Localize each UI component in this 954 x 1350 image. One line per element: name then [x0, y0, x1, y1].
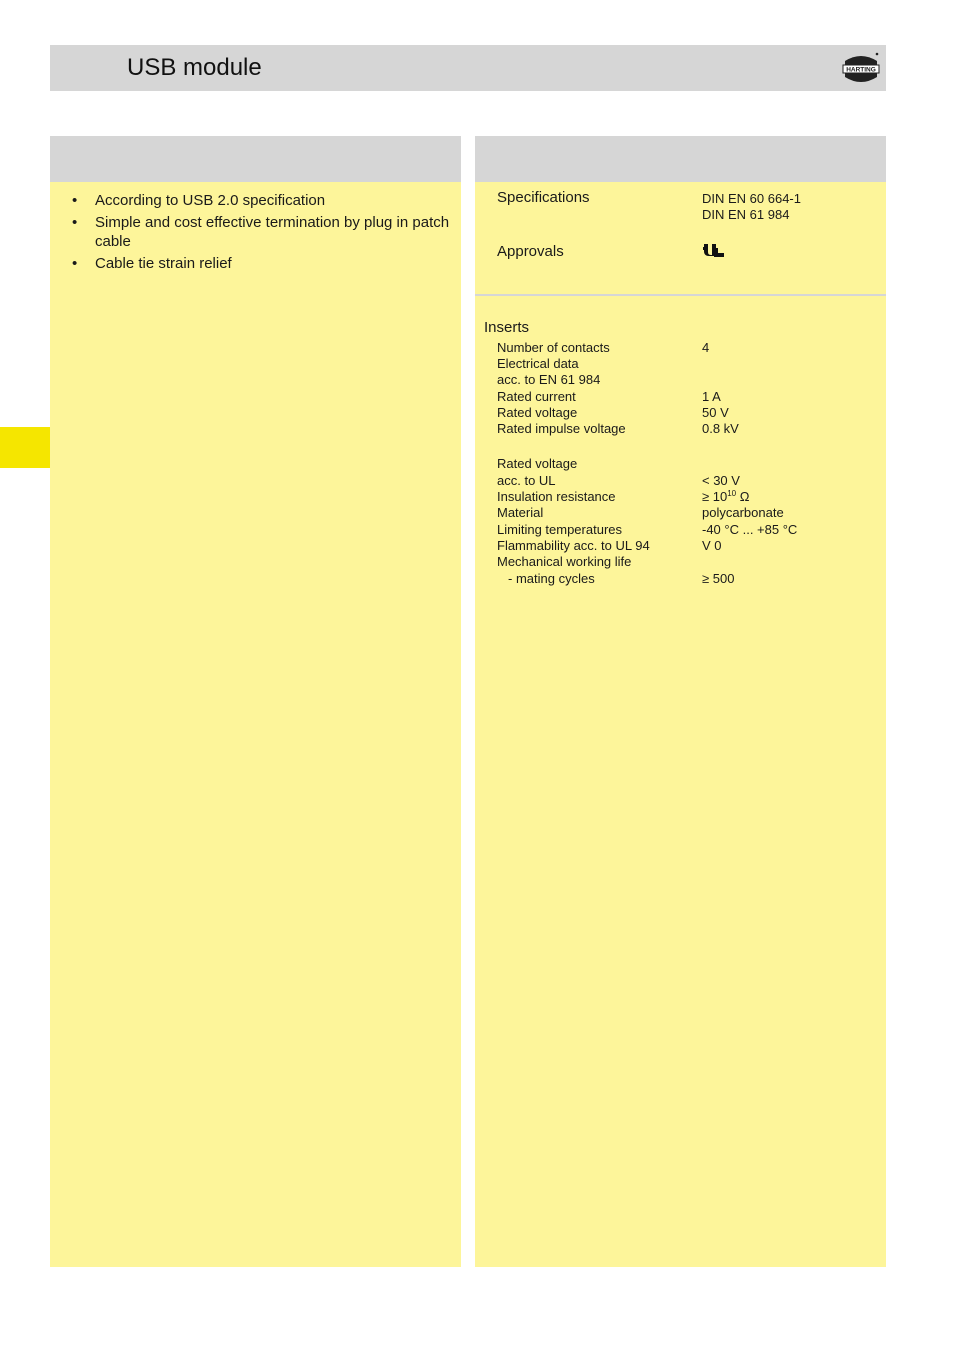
specifications-value-2: DIN EN 61 984 — [702, 207, 790, 222]
row-value: -40 °C ... +85 °C — [702, 522, 798, 537]
row-value: V 0 — [702, 538, 722, 553]
feature-item — [50, 191, 450, 210]
row-label: Rated voltage — [497, 456, 578, 471]
specifications-value-1: DIN EN 60 664-1 — [702, 191, 801, 206]
technical-data-panel — [475, 136, 886, 1267]
inserts-title: Inserts — [484, 319, 530, 336]
row-value: < 30 V — [702, 473, 740, 488]
row-label: Electrical data — [497, 356, 579, 371]
feature-text: Cable tie strain relief — [95, 255, 232, 272]
specifications-block — [475, 182, 886, 295]
row-label: Mechanical working life — [497, 554, 632, 569]
page-title: USB module — [127, 54, 262, 81]
features-panel — [50, 136, 461, 1267]
row-label: Rated voltage — [497, 405, 578, 420]
row-value: ≥ $10^{10}$ Ω — [702, 489, 750, 504]
row-label: - mating cycles — [508, 571, 595, 586]
feature-text: According to USB 2.0 specification — [95, 192, 326, 209]
row-label: Material — [497, 505, 544, 520]
page-header — [50, 45, 886, 91]
row-value: ≥ 500 — [702, 571, 735, 586]
row-label: Flammability acc. to UL 94 — [497, 538, 650, 553]
row-label: Rated current — [497, 389, 576, 404]
feature-item — [50, 213, 450, 251]
approvals-label: Approvals — [497, 243, 564, 260]
bullet: • — [72, 255, 78, 272]
row-value: 0.8 kV — [702, 421, 739, 436]
technical-data-panel-header — [475, 136, 886, 182]
logo-text: HARTING — [846, 66, 876, 74]
row-label: Rated impulse voltage — [497, 421, 626, 436]
features-list — [50, 191, 450, 276]
row-value: 1 A — [702, 389, 721, 404]
features-panel-header — [50, 136, 461, 182]
row-value: 50 V — [702, 405, 729, 420]
row-label: acc. to UL — [497, 473, 556, 488]
row-value: polycarbonate — [702, 505, 784, 520]
row-label: Limiting temperatures — [497, 522, 622, 537]
row-label: Insulation resistance — [497, 489, 616, 504]
row-label: acc. to EN 61 984 — [497, 372, 601, 387]
ul-approval-icon — [702, 242, 726, 258]
harting-logo-icon — [842, 49, 880, 87]
bullet: • — [72, 214, 78, 231]
feature-item — [50, 254, 450, 273]
row-value: 4 — [702, 340, 710, 355]
row-label: Number of contacts — [497, 340, 610, 355]
section-divider — [475, 294, 886, 296]
bullet: • — [72, 192, 78, 209]
feature-text: Simple and cost effective termination by plug in patch cable — [95, 214, 450, 250]
section-tab-marker — [0, 427, 50, 468]
specifications-label: Specifications — [497, 189, 590, 206]
